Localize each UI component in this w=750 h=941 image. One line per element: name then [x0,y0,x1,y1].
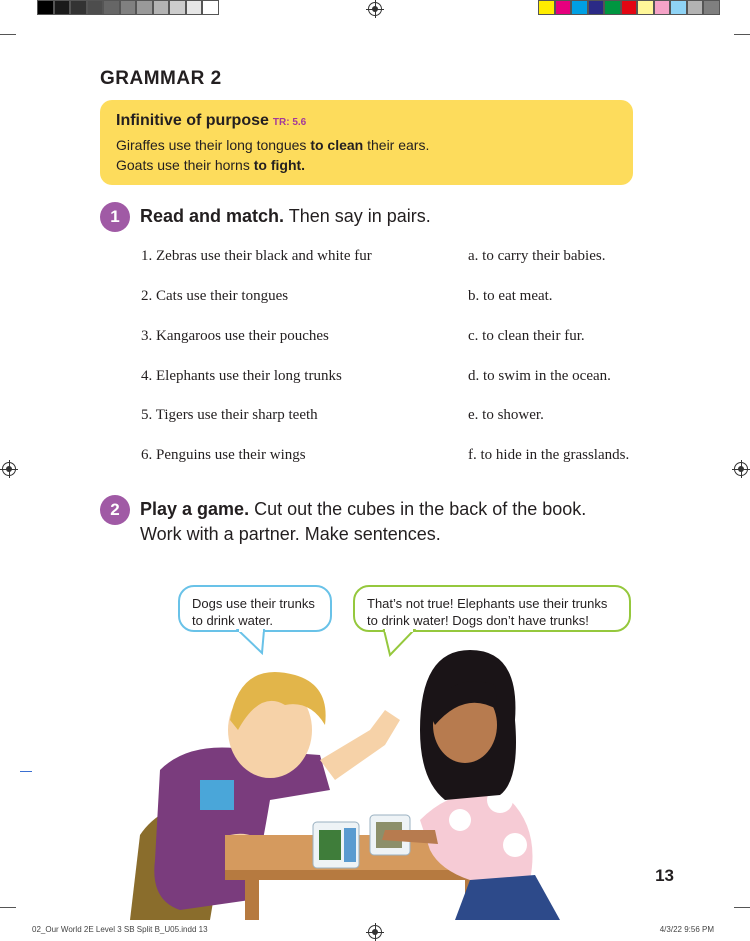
grammar-box [100,100,633,185]
match-left-item: 6. Penguins use their wings [141,447,306,463]
match-left-item: 2. Cats use their tongues [141,288,289,304]
footer-date: 4/3/22 9:56 PM [659,925,714,934]
color-swatch [202,0,219,15]
match-right-item: c. to clean their fur. [468,328,585,344]
registration-mark-bottom [368,925,382,939]
color-bar-right [538,0,720,17]
speech-bubble-left [178,585,332,632]
instruction-line-2: Work with a partner. Make sentences. [140,524,441,544]
activity-1-instruction [140,204,431,229]
color-swatch [120,0,137,15]
track-label: TR: 5.6 [272,117,307,128]
kids-playing-illustration [120,630,590,920]
activity-number-1: 1 [100,202,130,232]
boy-figure [130,672,400,920]
example-text: their ears. [363,137,430,153]
footer-file-info: 02_Our World 2E Level 3 SB Split B_U05.indd 13 [32,925,208,934]
example-text: Goats use their horns [116,157,254,173]
example-bold: to clean [310,137,364,153]
match-left-item: 4. Elephants use their long trunks [141,368,342,384]
color-bar-left [37,0,219,17]
crop-mark [0,34,16,35]
registration-mark-left [2,462,16,476]
color-swatch [654,0,671,15]
instruction-text: Cut out the cubes in the back of the book. [249,499,587,519]
color-swatch [538,0,555,15]
crop-mark [734,34,750,35]
bubble-line: Dogs use their trunks [192,596,315,611]
registration-mark-top [368,2,382,16]
color-swatch [186,0,203,15]
speech-bubble-right-tail [380,629,416,657]
activity-2-instruction [140,497,586,547]
example-text: Giraffes use their long tongues [116,137,311,153]
instruction-bold: Play a game. [140,499,250,519]
match-right-item: d. to swim in the ocean. [468,368,611,384]
match-right-item: a. to carry their babies. [468,248,606,264]
color-swatch [604,0,621,15]
color-swatch [87,0,104,15]
instruction-bold: Read and match. [140,206,285,226]
match-left-item: 3. Kangaroos use their pouches [141,328,329,344]
example-bold: to fight. [253,157,306,173]
color-swatch [571,0,588,15]
registration-mark-right [734,462,748,476]
color-swatch [687,0,704,15]
page-number: 13 [655,866,674,885]
bubble-line: to drink water. [192,613,273,628]
activity-number-2: 2 [100,495,130,525]
color-swatch [54,0,71,15]
color-swatch [70,0,87,15]
match-left-item: 5. Tigers use their sharp teeth [141,407,318,423]
section-title: GRAMMAR 2 [100,68,222,89]
crop-mark [734,907,750,908]
speech-bubble-right [353,585,631,632]
grammar-title [116,112,306,130]
color-swatch [588,0,605,15]
grammar-title-text: Infinitive of purpose [116,112,269,129]
color-swatch [621,0,638,15]
color-swatch [637,0,654,15]
color-swatch [153,0,170,15]
color-swatch [37,0,54,15]
color-swatch [103,0,120,15]
color-swatch [703,0,720,15]
grammar-example-1 [116,137,429,153]
match-right-item: b. to eat meat. [468,288,553,304]
bubble-line: to drink water! Dogs don’t have trunks! [367,613,589,628]
color-swatch [169,0,186,15]
instruction-line-1 [140,497,586,522]
color-swatch [670,0,687,15]
crop-mark [0,907,16,908]
match-right-item: e. to shower. [468,407,544,423]
bubble-line: That’s not true! Elephants use their trunks [367,596,608,611]
instruction-text: Then say in pairs. [284,206,431,226]
color-swatch [136,0,153,15]
grammar-example-2 [116,157,305,173]
color-swatch [555,0,572,15]
speech-bubble-left-tail [236,629,266,655]
crop-mark [20,771,32,772]
match-right-item: f. to hide in the grasslands. [468,447,630,463]
match-left-item: 1. Zebras use their black and white fur [141,248,372,264]
